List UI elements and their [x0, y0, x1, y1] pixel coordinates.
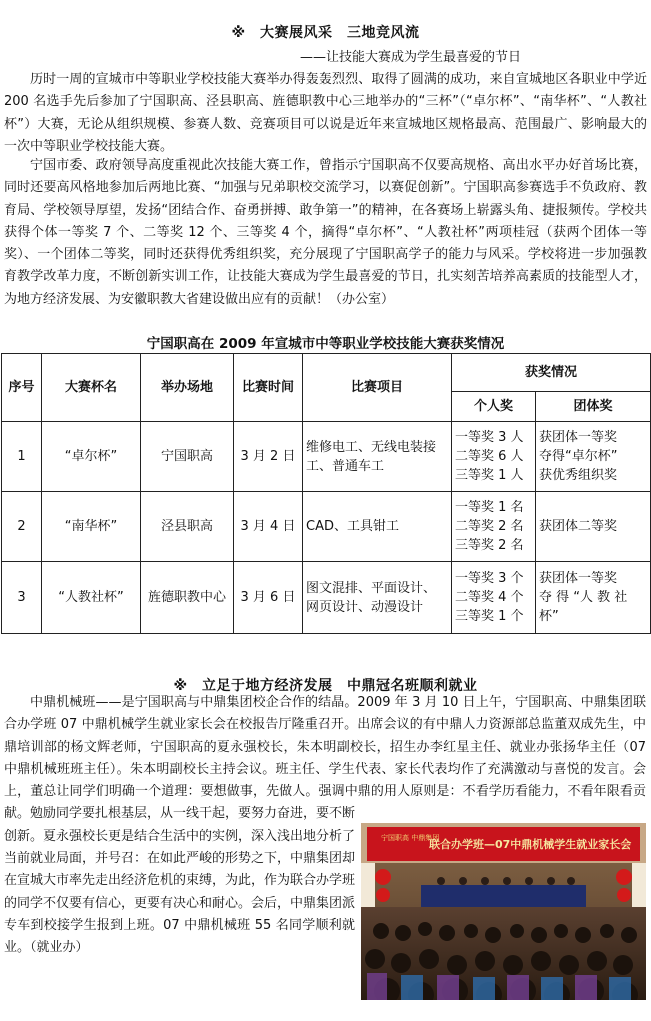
individual-award: 一等奖 3 人: [455, 430, 524, 445]
group-award: 夺 得 “人 教 社: [539, 590, 628, 605]
header-date: 比赛时间: [234, 354, 303, 422]
cell-no: 2: [2, 492, 42, 562]
individual-award: 一等奖 1 名: [455, 500, 524, 515]
cell-venue: 旌德职教中心: [141, 562, 234, 634]
table-row: [2, 562, 651, 634]
photo-wrap-area: [355, 821, 647, 1021]
cell-items: CAD、工具钳工: [303, 492, 452, 562]
section1-title: ※ 大赛展风采 三地竞风流: [231, 25, 420, 41]
cell-items: 维修电工、无线电装接工、普通车工: [303, 422, 452, 492]
table-title: 宁国职高在 2009 年宣城市中等职业学校技能大赛获奖情况: [146, 336, 505, 352]
individual-award: 一等奖 3 个: [455, 571, 524, 586]
cell-date: 3 月 2 日: [234, 422, 303, 492]
header-group: 团体奖: [536, 392, 651, 422]
cell-group: [536, 492, 651, 562]
section1-paragraph-1: 历时一周的宣城市中等职业学校技能大赛举办得轰轰烈烈、取得了圆满的成功，来自宣城地区各职业中学近 200 名选手先后参加了宁国职高、泾县职高、旌德职教中心三地举办的“三杯”（“卓尔杯”、“南华杯”、“人教社杯”）大赛，无论从组织规模、参赛人数、竞赛项目可以说是近年来宣城地区规格最高、范围最广、影响最大的一次中等职业学校技能大赛。: [4, 72, 647, 154]
individual-award: 三等奖 1 人: [455, 468, 524, 483]
awards-table: [1, 353, 651, 634]
cell-cup: “人教社杯”: [42, 562, 141, 634]
group-award: 杯”: [539, 609, 559, 624]
header-no: 序号: [2, 354, 42, 422]
group-award: 获团体一等奖: [539, 430, 618, 445]
header-cup: 大赛杯名: [42, 354, 141, 422]
cell-no: 1: [2, 422, 42, 492]
individual-award: 三等奖 1 个: [455, 609, 524, 624]
cell-date: 3 月 6 日: [234, 562, 303, 634]
cell-group: [536, 562, 651, 634]
section1-subtitle: ——让技能大赛成为学生最喜爱的节日: [300, 50, 522, 65]
cell-cup: “卓尔杯”: [42, 422, 141, 492]
cell-venue: 泾县职高: [141, 492, 234, 562]
group-award: 获团体一等奖: [539, 571, 618, 586]
photo-wrap-spacer: [646, 692, 647, 821]
cell-items: 图文混排、平面设计、网页设计、动漫设计: [303, 562, 452, 634]
cell-cup: “南华杯”: [42, 492, 141, 562]
header-awards: 获奖情况: [452, 354, 651, 392]
cell-group: [536, 422, 651, 492]
cell-date: 3 月 4 日: [234, 492, 303, 562]
individual-award: 二等奖 4 个: [455, 590, 524, 605]
table-row: [2, 422, 651, 492]
group-award: 夺得“卓尔杯”: [539, 449, 618, 464]
banner-logo-text: 宁国职高 中鼎集团: [381, 834, 440, 842]
individual-award: 二等奖 6 人: [455, 449, 524, 464]
header-individual: 个人奖: [452, 392, 536, 422]
individual-award: 二等奖 2 名: [455, 519, 524, 534]
cell-individual: [452, 562, 536, 634]
section2-paragraph: 中鼎机械班——是宁国职高与中鼎集团校企合作的结晶。2009 年 3 月 10 日上午，宁国职高、中鼎集团联合办学班 07 中鼎机械学生就业家长会在校报告厅隆重召开。出席会议的有中鼎人力资源部总监董双成先生，中鼎培训部的杨文辉老师，宁国职高的夏永强校长，朱本明副校长，招生办李红星主任、就业办张扬华主任（07 中鼎机械班班主任）。朱本明副校长主持会议。班主任、学生代表、家长代表均作了充满激动与喜悦的发言。会上，董总让同学们明确一个道理：要想做事，先做人。强调中鼎的用人原则是：不看学历看能力，不看年限看贡献。勉励同学要扎根基层，从一线干起，要努力奋进，要不断创新。夏永强校长更是结合生活中的实例，深入浅出地分析了当前就业局面，并号召：在如此严峻的形势之下，中鼎集团却在宣城大市率先走出经济危机的束缚，为此，作为联合办学班的同学不仅要有信心，更要有决心和耐心。会后，中鼎集团派专车到校接学生报到上班。07 中鼎机械班 55 名同学顺利就业。（就业办）: [4, 692, 647, 1021]
cell-individual: [452, 492, 536, 562]
header-venue: 举办场地: [141, 354, 234, 422]
section2-title: ※ 立足于地方经济发展 中鼎冠名班顺利就业: [173, 678, 478, 694]
cell-no: 3: [2, 562, 42, 634]
cell-individual: [452, 422, 536, 492]
group-award: 获团体二等奖: [539, 519, 618, 534]
table-header-row: [2, 354, 651, 392]
banner-text: 联合办学班—07中鼎机械学生就业家长会: [429, 838, 632, 851]
header-items: 比赛项目: [303, 354, 452, 422]
individual-award: 三等奖 2 名: [455, 538, 524, 553]
cell-venue: 宁国职高: [141, 422, 234, 492]
group-award: 获优秀组织奖: [539, 468, 618, 483]
table-row: [2, 492, 651, 562]
section1-paragraph-2: 宁国市委、政府领导高度重视此次技能大赛工作，曾指示宁国职高不仅要高规格、高出水平办好首场比赛，同时还要高风格地参加后两地比赛、“加强与兄弟职校交流学习，以赛促创新”。宁国职高参赛选手不负政府、教育局、学校领导厚望，发扬“团结合作、奋勇拼搏、敢争第一”的精神，在各赛场上崭露头角、捷报频传。学校共获得个体一等奖 7 个、二等奖 12 个、三等奖 4 个，摘得“卓尔杯”、“人教社杯”两项桂冠（获两个团体一等奖）、一个团体二等奖，同时还获得优秀组织奖，充分展现了宁国职高学子的能力与风采。学校将进一步加强教育教学改革力度，不断创新实训工作，让技能大赛成为学生最喜爱的节日，扎实刻苦培养高素质的技能型人才，为地方经济发展、为安徽职教大省建设做出应有的贡献！（办公室）: [4, 158, 647, 307]
